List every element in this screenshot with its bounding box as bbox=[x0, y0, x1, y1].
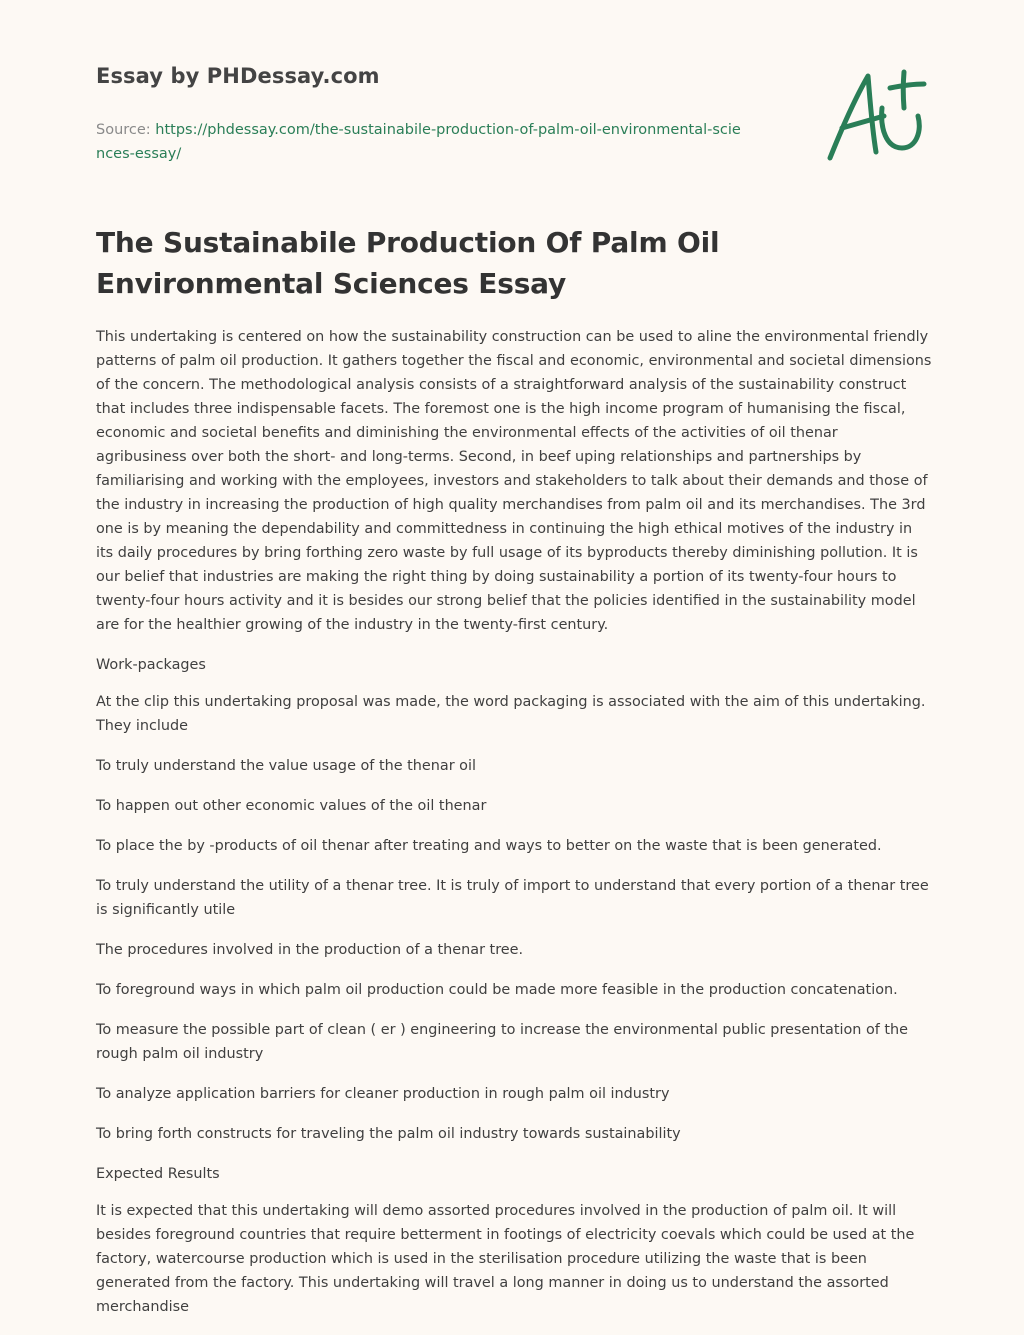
list-item: To truly understand the value usage of the thenar oil bbox=[96, 758, 476, 774]
list-item: The procedures involved in the production of a thenar tree. bbox=[96, 942, 524, 958]
section-heading-expected-results: Expected Results bbox=[96, 1166, 220, 1182]
list-item: To analyze application barriers for cleaner production in rough palm oil industry bbox=[96, 1086, 670, 1102]
paragraph: It is expected that this undertaking will demo assorted procedures involved in the production of palm oil. It will besides foreground countries that require betterment in footings of electricity coevals which could be used at the factory, watercourse production which is used in the sterilisation procedure utilizing the waste that is been generated from the factory. This undertaking will travel a long manner in doing us to understand the assorted merchandise bbox=[96, 1203, 915, 1315]
paragraph: At the clip this undertaking proposal was made, the word packaging is associated with the aim of this undertaking. They include bbox=[96, 694, 926, 734]
site-brand: Essay by PHDessay.com bbox=[96, 64, 380, 88]
list-item: To happen out other economic values of the oil thenar bbox=[96, 798, 487, 814]
list-item: To truly understand the utility of a thenar tree. It is truly of import to understand that every portion of a thenar tree is significantly utile bbox=[96, 878, 929, 918]
article-body bbox=[96, 325, 932, 1319]
site-header bbox=[96, 64, 746, 166]
a-plus-logo-icon bbox=[820, 66, 930, 166]
source-line bbox=[96, 118, 746, 166]
list-item: To bring forth constructs for traveling the palm oil industry towards sustainability bbox=[96, 1126, 681, 1142]
page-title: The Sustainabile Production Of Palm Oil Environmental Sciences Essay bbox=[96, 226, 720, 300]
source-label: Source: bbox=[96, 122, 156, 138]
paragraph: This undertaking is centered on how the sustainability construction can be used to aline the environmental friendly patterns of palm oil production. It gathers together the fiscal and economic, environmental and societal dimensions of the concern. The methodological analysis consists of a straightforward analysis of the sustainability construct that includes three indispensable facets. The foremost one is the high income program of humanising the fiscal, economic and societal benefits and diminishing the environmental effects of the activities of oil thenar agribusiness over both the short- and long-terms. Second, in beef uping relationships and partnerships by familiarising and working with the employees, investors and stakeholders to talk about their demands and those of the industry in increasing the production of high quality merchandises from palm oil and its merchandises. The 3rd one is by meaning the dependability and committedness in continuing the high ethical motives of the industry in its daily procedures by bring forthing zero waste by full usage of its byproducts thereby diminishing pollution. It is our belief that industries are making the right thing by doing sustainability a portion of its twenty-four hours to twenty-four hours activity and it is besides our strong belief that the policies identified in the sustainability model are for the healthier growing of the industry in the twenty-first century. bbox=[96, 329, 932, 633]
source-link[interactable]: https://phdessay.com/the-sustainabile-production-of-palm-oil-environmental-sciences-essay/ bbox=[96, 122, 741, 162]
list-item: To measure the possible part of clean ( er ) engineering to increase the environmental public presentation of the rough palm oil industry bbox=[96, 1022, 909, 1062]
list-item: To foreground ways in which palm oil production could be made more feasible in the production concatenation. bbox=[96, 982, 898, 998]
section-heading-work-packages: Work-packages bbox=[96, 657, 206, 673]
article bbox=[96, 222, 932, 1335]
list-item: To place the by -products of oil thenar after treating and ways to better on the waste that is been generated. bbox=[96, 838, 882, 854]
